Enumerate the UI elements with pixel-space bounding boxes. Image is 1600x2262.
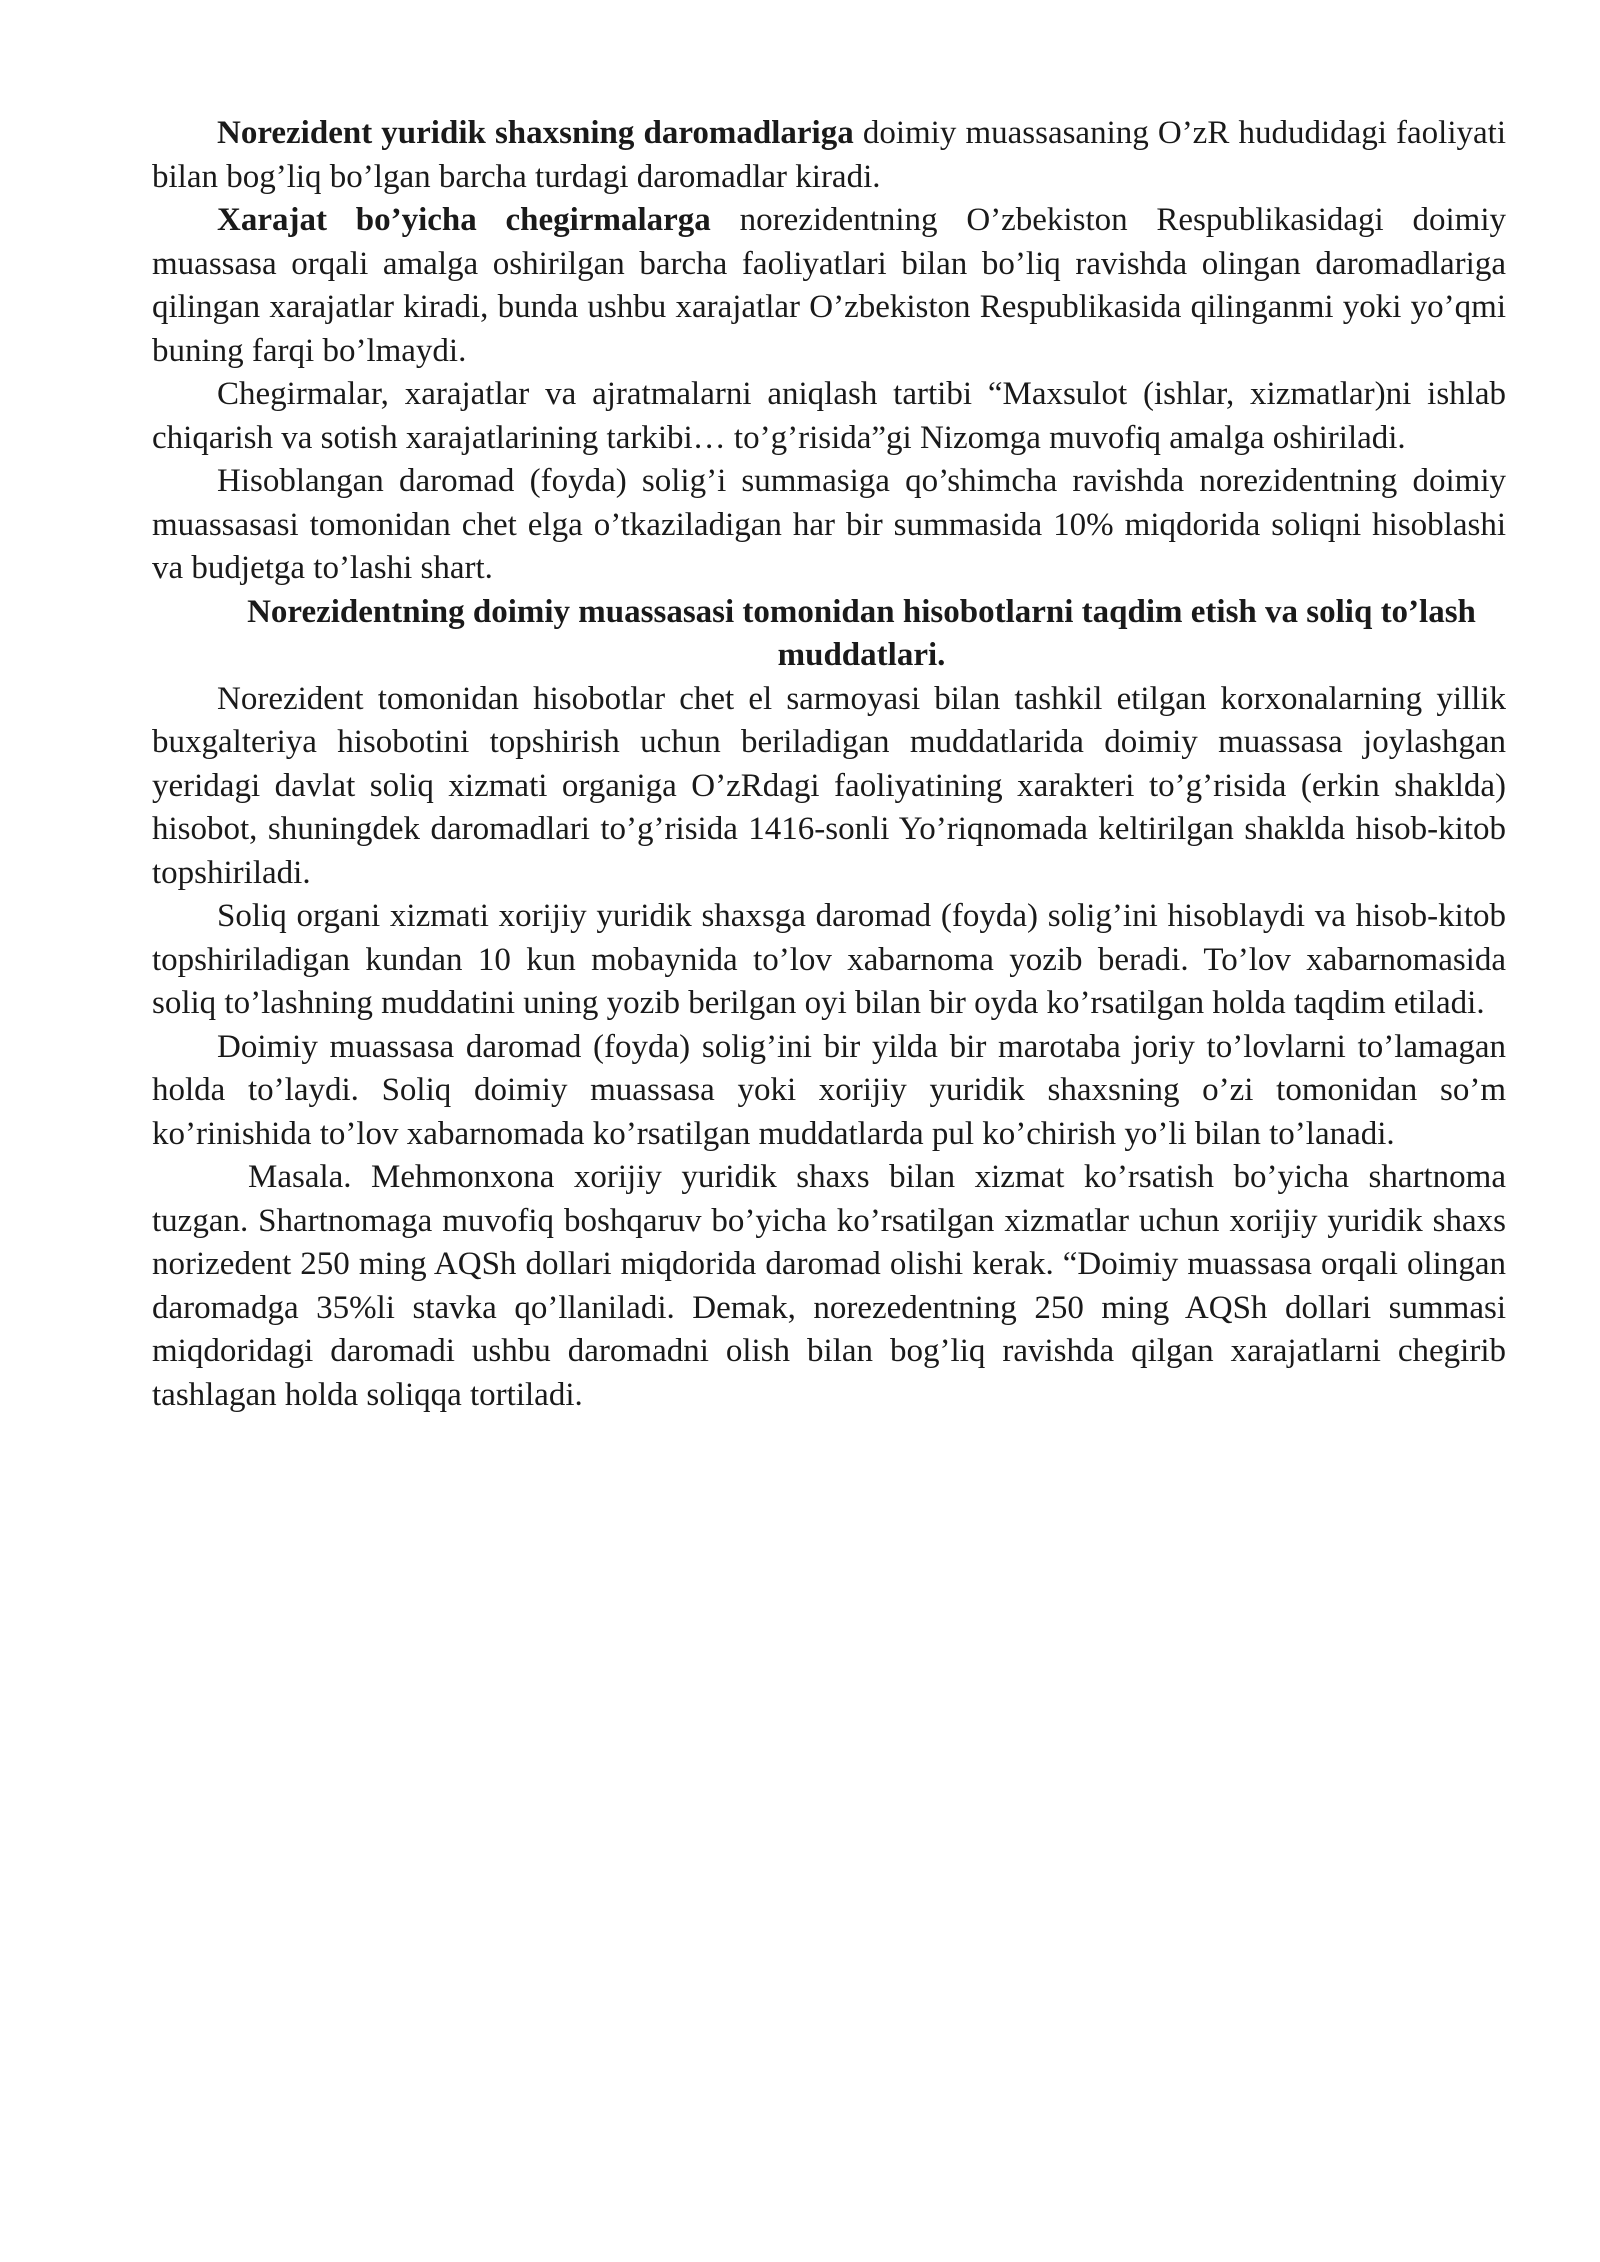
document-page [152,112,1506,1417]
section-heading: Norezidentning doimiy muassasasi tomonidan hisobotlarni taqdim etish va soliq to’lash muddatlari. [247,593,1476,673]
paragraph-text: doimiy muassasaning O’zR hududidagi faoliyati bilan bog’liq bo’lgan barcha turdagi daromadlar kiradi. [152,115,1507,195]
paragraph-tax-notice: Soliq organi xizmati xorijiy yuridik shaxsga daromad (foyda) solig’ini hisoblaydi va hisob-kitob topshiriladigan kundan 10 kun mobaynida to’lov xabarnoma yozib beradi. To’lov xabarnomasida soliq to’lashning muddatini uning yozib berilgan oyi bilan bir oyda ko’rsatilgan holda taqdim etiladi. [152,898,1506,1021]
paragraph-tax-payment: Doimiy muassasa daromad (foyda) solig’ini bir yilda bir marotaba joriy to’lovlarni to’lamagan holda to’laydi. Soliq doimiy muassasa yoki xorijiy yuridik shaxsning o’zi tomonidan so’m ko’rinishida to’lov xabarnomada ko’rsatilgan muddatlarda pul ko’chirish yo’li bilan to’lanadi. [152,1028,1506,1152]
paragraph-additional-tax: Hisoblangan daromad (foyda) solig’i summasiga qo’shimcha ravishda norezidentning doimiy muassasasi tomonidan chet elga o’tkaziladigan har bir summasida 10% miqdorida soliqni hisoblashi va budjetga to’lashi shart. [152,463,1506,586]
paragraph-deductions-order: Chegirmalar, xarajatlar va ajratmalarni aniqlash tartibi “Maxsulot (ishlar, xizmatlar)ni ishlab chiqarish va sotish xarajatlarining tarkibi… to’g’risida”gi Nizomga muvofiq amalga oshiriladi. [152,376,1506,456]
paragraph-nonresident-income [152,112,1506,199]
paragraph-text: norezidentning O’zbekiston Respublikasidagi doimiy muassasa orqali amalga oshirilgan barcha faoliyatlari bilan bo’liq ravishda olingan daromadlariga qilingan xarajatlar kiradi, bunda ushbu xarajatlar O’zbekiston Respublikasida qilinganmi yoki yo’qmi buning farqi bo’lmaydi. [152,202,1506,369]
paragraph-expense-deductions [152,199,1506,373]
paragraph-example: Masala. Mehmonxona xorijiy yuridik shaxs bilan xizmat ko’rsatish bo’yicha shartnoma tuzgan. Shartnomaga muvofiq boshqaruv bo’yicha ko’rsatilgan xizmatlar uchun xorijiy yuridik shaxs norizedent 250 ming AQSh dollari miqdorida daromad olishi kerak. “Doimiy muassasa orqali olingan daromadga 35%li stavka qo’llaniladi. Demak, norezedentning 250 ming AQSh dollari summasi miqdoridagi daromadi ushbu daromadni olish bilan bog’liq ravishda qilgan xarajatlarni chegirib tashlagan holda soliqqa tortiladi. [152,1159,1506,1413]
term-expense-deductions: Xarajat bo’yicha chegirmalarga [217,202,711,238]
paragraph-reporting: Norezident tomonidan hisobotlar chet el sarmoyasi bilan tashkil etilgan korxonalarning yillik buxgalteriya hisobotini topshirish uchun beriladigan muddatlarida doimiy muassasa joylashgan yeridagi davlat soliq xizmati organiga O’zRdagi faoliyatining xarakteri to’g’risida (erkin shakldа) hisobot, shuningdek daromadlari to’g’risida 1416-sonli Yo’riqnomada keltirilgan shaklda hisob-kitob topshiriladi. [152,680,1506,891]
term-nonresident-income: Norezident yuridik shaxsning daromadlariga [217,115,854,151]
